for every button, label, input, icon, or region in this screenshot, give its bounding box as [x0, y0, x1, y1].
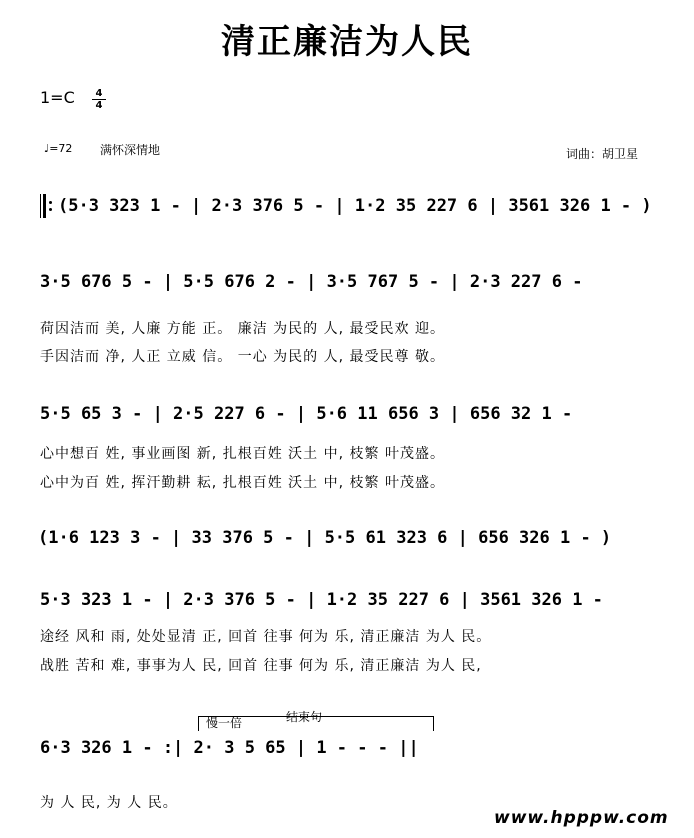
lyric-line-5-verse-2: 战胜 苦和 难, 事事为人 民, 回首 往事 何为 乐, 清正廉洁 为人 民,	[40, 658, 482, 674]
notation-line-3: 5·5 65 3 - | 2·5 227 6 - | 5·6 11 656 3 | 656 32 1 -	[40, 404, 573, 424]
repeat-dot	[49, 208, 52, 211]
lyric-line-3-verse-2: 心中为百 姓, 挥汗勤耕 耘, 扎根百姓 沃土 中, 枝繁 叶茂盛。	[40, 475, 445, 491]
notation-line-6: 6·3 326 1 - :| 2· 3 5 65 | 1 - - - ||	[40, 738, 419, 758]
lyric-line-2-verse-1: 荷因洁而 美, 人廉 方能 正。 廉洁 为民的 人, 最受民欢 迎。	[40, 321, 445, 337]
lyric-line-2-verse-2: 手因洁而 净, 人正 立威 信。 一心 为民的 人, 最受民尊 敬。	[40, 349, 445, 365]
key-signature: 1=C	[40, 88, 75, 107]
watermark: www.hpppw.com	[494, 808, 669, 828]
composer-credit: 词曲：胡卫星	[566, 147, 639, 161]
slow-down-annotation: 慢一倍	[206, 716, 243, 730]
tempo-marking: ♩=72	[44, 142, 73, 155]
lyric-line-6: 为 人 民, 为 人 民。	[40, 795, 178, 811]
time-signature-numerator: 4	[95, 88, 103, 99]
ending-phrase-annotation: 结束句	[286, 710, 323, 724]
lyric-line-3-verse-1: 心中想百 姓, 事业画图 新, 扎根百姓 沃土 中, 枝繁 叶茂盛。	[40, 446, 445, 462]
expression-marking: 满怀深情地	[100, 143, 161, 157]
lyric-line-5-verse-1: 途经 风和 雨, 处处显清 正, 回首 往事 何为 乐, 清正廉洁 为人 民。	[40, 629, 492, 645]
notation-line-1: (5·3 323 1 - | 2·3 376 5 - | 1·2 35 227 6 | 3561 326 1 - )	[58, 196, 652, 216]
notation-line-2: 3·5 676 5 - | 5·5 676 2 - | 3·5 767 5 - | 2·3 227 6 -	[40, 272, 583, 292]
time-signature	[92, 88, 106, 111]
repeat-start-barline	[40, 194, 52, 218]
barline-thin	[40, 194, 41, 218]
barline-thick	[43, 194, 46, 218]
notation-line-4: (1·6 123 3 - | 33 376 5 - | 5·5 61 323 6 | 656 326 1 - )	[38, 528, 612, 548]
notation-line-5: 5·3 323 1 - | 2·3 376 5 - | 1·2 35 227 6 | 3561 326 1 -	[40, 590, 603, 610]
page-title: 清正廉洁为人民	[221, 22, 473, 62]
repeat-dot	[49, 201, 52, 204]
time-signature-denominator: 4	[92, 99, 106, 111]
